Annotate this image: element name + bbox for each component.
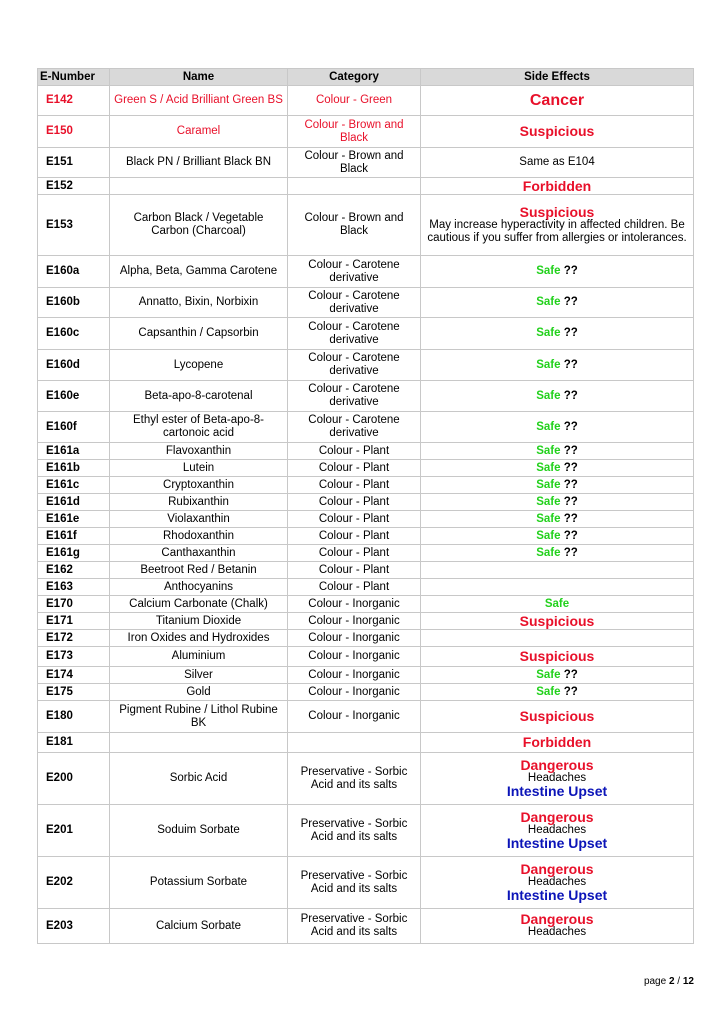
table-row	[38, 86, 694, 116]
cell-name: Black PN / Brilliant Black BN	[110, 148, 288, 178]
safe-label: Safe	[536, 685, 561, 698]
cell-category: Colour - Plant	[288, 545, 421, 562]
cell-enumber: E160f	[38, 412, 110, 443]
uncertain-mark: ??	[563, 512, 578, 525]
cell-name: Green S / Acid Brilliant Green BS	[110, 86, 288, 116]
side-effect-text: Forbidden	[522, 734, 592, 750]
cell-name: Caramel	[110, 116, 288, 148]
cell-side-effects	[421, 494, 694, 511]
uncertain-mark: ??	[563, 389, 578, 402]
cell-side-effects	[421, 116, 694, 148]
table-row	[38, 178, 694, 195]
page-prefix: page	[643, 976, 669, 987]
cell-enumber: E170	[38, 596, 110, 613]
cell-side-effects	[421, 857, 694, 909]
cell-category: Colour - Carotene derivative	[288, 318, 421, 350]
cell-name: Rubixanthin	[110, 494, 288, 511]
side-effect-text: Headaches	[527, 824, 587, 836]
cell-name: Soduim Sorbate	[110, 805, 288, 857]
cell-side-effects	[421, 86, 694, 116]
side-effect-text: Headaches	[527, 772, 587, 784]
cell-side-effects	[421, 511, 694, 528]
safe-label: Safe	[536, 668, 561, 681]
cell-category	[288, 178, 421, 195]
side-effect-text: Safe	[544, 597, 570, 610]
cell-category: Preservative - Sorbic Acid and its salts	[288, 909, 421, 944]
cell-name: Ethyl ester of Beta-apo-8-cartonoic acid	[110, 412, 288, 443]
cell-category: Colour - Carotene derivative	[288, 350, 421, 381]
side-effect-text: Suspicious	[519, 203, 595, 220]
table-row	[38, 684, 694, 701]
cell-enumber: E160e	[38, 381, 110, 412]
table-row	[38, 630, 694, 647]
cell-category: Colour - Plant	[288, 443, 421, 460]
cell-side-effects	[421, 613, 694, 630]
safe-label: Safe	[536, 546, 561, 559]
uncertain-mark: ??	[563, 461, 578, 474]
side-effect-text: Same as E104	[519, 156, 595, 168]
cell-enumber: E161c	[38, 477, 110, 494]
cell-name: Capsanthin / Capsorbin	[110, 318, 288, 350]
cell-name: Violaxanthin	[110, 511, 288, 528]
cell-name: Rhodoxanthin	[110, 528, 288, 545]
cell-enumber: E160d	[38, 350, 110, 381]
table-row	[38, 350, 694, 381]
safe-label: Safe	[536, 389, 561, 402]
cell-enumber: E180	[38, 701, 110, 733]
table-row	[38, 116, 694, 148]
side-effect-text: Headaches	[527, 926, 587, 938]
safe-label: Safe	[536, 529, 561, 542]
table-row	[38, 805, 694, 857]
side-effect-text: Intestine Upset	[506, 835, 608, 851]
cell-category: Colour - Inorganic	[288, 667, 421, 684]
cell-name: Calcium Carbonate (Chalk)	[110, 596, 288, 613]
side-effect-text: Suspicious	[519, 708, 595, 724]
cell-enumber: E163	[38, 579, 110, 596]
cell-side-effects	[421, 412, 694, 443]
cell-side-effects	[421, 460, 694, 477]
side-effect-text: Cancer	[529, 92, 585, 109]
table-row	[38, 647, 694, 667]
cell-enumber: E161b	[38, 460, 110, 477]
cell-name: Aluminium	[110, 647, 288, 667]
cell-category: Colour - Inorganic	[288, 613, 421, 630]
cell-name: Cryptoxanthin	[110, 477, 288, 494]
cell-name: Beetroot Red / Betanin	[110, 562, 288, 579]
cell-side-effects	[421, 701, 694, 733]
side-effect-text: Intestine Upset	[506, 783, 608, 799]
cell-enumber: E171	[38, 613, 110, 630]
cell-category: Colour - Plant	[288, 477, 421, 494]
cell-enumber: E175	[38, 684, 110, 701]
cell-enumber: E152	[38, 178, 110, 195]
cell-side-effects	[421, 579, 694, 596]
table-row	[38, 753, 694, 805]
safe-label: Safe	[536, 265, 561, 277]
table-row	[38, 443, 694, 460]
page-footer	[644, 976, 694, 987]
side-effect-text: May increase hyperactivity in affected children. Be cautious if you suffer from allergies or intolerances.	[427, 218, 687, 244]
cell-category: Colour - Plant	[288, 511, 421, 528]
cell-category: Colour - Plant	[288, 579, 421, 596]
side-effect-text: Dangerous	[520, 809, 594, 825]
table-row	[38, 909, 694, 944]
side-effect-text: Intestine Upset	[506, 887, 608, 903]
cell-side-effects	[421, 443, 694, 460]
table-row	[38, 148, 694, 178]
cell-side-effects	[421, 630, 694, 647]
header-category: Category	[288, 69, 421, 86]
cell-name: Titanium Dioxide	[110, 613, 288, 630]
cell-name: Pigment Rubine / Lithol Rubine BK	[110, 701, 288, 733]
cell-enumber: E181	[38, 733, 110, 753]
safe-label: Safe	[536, 512, 561, 525]
uncertain-mark: ??	[563, 495, 578, 508]
cell-category: Preservative - Sorbic Acid and its salts	[288, 805, 421, 857]
side-effect-text: Suspicious	[519, 123, 595, 139]
cell-side-effects	[421, 528, 694, 545]
cell-enumber: E160c	[38, 318, 110, 350]
table-row	[38, 288, 694, 318]
uncertain-mark: ??	[563, 296, 578, 308]
cell-category: Colour - Brown and Black	[288, 195, 421, 256]
cell-name: Gold	[110, 684, 288, 701]
cell-side-effects	[421, 288, 694, 318]
table-row	[38, 477, 694, 494]
cell-name: Calcium Sorbate	[110, 909, 288, 944]
cell-enumber: E173	[38, 647, 110, 667]
table-row	[38, 701, 694, 733]
uncertain-mark: ??	[563, 478, 578, 491]
table-body	[38, 86, 694, 944]
cell-side-effects	[421, 805, 694, 857]
cell-name: Beta-apo-8-carotenal	[110, 381, 288, 412]
cell-enumber: E162	[38, 562, 110, 579]
cell-category: Colour - Brown and Black	[288, 116, 421, 148]
table-row	[38, 613, 694, 630]
cell-category: Colour - Carotene derivative	[288, 256, 421, 288]
cell-enumber: E201	[38, 805, 110, 857]
table-row	[38, 256, 694, 288]
cell-category: Colour - Brown and Black	[288, 148, 421, 178]
page-total: 12	[682, 976, 694, 987]
cell-side-effects	[421, 545, 694, 562]
cell-enumber: E151	[38, 148, 110, 178]
uncertain-mark: ??	[563, 685, 578, 698]
cell-side-effects	[421, 318, 694, 350]
table-row	[38, 562, 694, 579]
safe-label: Safe	[536, 327, 561, 339]
table-row	[38, 545, 694, 562]
cell-name	[110, 733, 288, 753]
table-row	[38, 412, 694, 443]
safe-label: Safe	[536, 461, 561, 474]
side-effect-text: Headaches	[527, 876, 587, 888]
cell-enumber: E161a	[38, 443, 110, 460]
cell-side-effects	[421, 562, 694, 579]
cell-name: Lutein	[110, 460, 288, 477]
table-row	[38, 460, 694, 477]
cell-side-effects	[421, 350, 694, 381]
cell-name: Iron Oxides and Hydroxides	[110, 630, 288, 647]
cell-name: Alpha, Beta, Gamma Carotene	[110, 256, 288, 288]
side-effect-text: Dangerous	[520, 861, 594, 877]
cell-side-effects	[421, 733, 694, 753]
cell-category: Colour - Inorganic	[288, 596, 421, 613]
cell-name: Silver	[110, 667, 288, 684]
cell-category: Colour - Plant	[288, 460, 421, 477]
cell-name: Carbon Black / Vegetable Carbon (Charcoal)	[110, 195, 288, 256]
cell-category: Preservative - Sorbic Acid and its salts	[288, 753, 421, 805]
cell-enumber: E160a	[38, 256, 110, 288]
cell-name: Canthaxanthin	[110, 545, 288, 562]
cell-side-effects	[421, 647, 694, 667]
uncertain-mark: ??	[563, 668, 578, 681]
cell-category: Colour - Inorganic	[288, 647, 421, 667]
header-name: Name	[110, 69, 288, 86]
side-effect-text: Suspicious	[519, 648, 595, 664]
page-current: 2	[668, 976, 675, 987]
cell-side-effects	[421, 596, 694, 613]
cell-enumber: E153	[38, 195, 110, 256]
cell-enumber: E174	[38, 667, 110, 684]
additives-table	[37, 68, 694, 944]
cell-category: Colour - Plant	[288, 562, 421, 579]
cell-side-effects	[421, 684, 694, 701]
cell-enumber: E161d	[38, 494, 110, 511]
cell-category	[288, 733, 421, 753]
table-row	[38, 494, 694, 511]
side-effect-text: Dangerous	[520, 911, 594, 927]
cell-enumber: E200	[38, 753, 110, 805]
safe-label: Safe	[536, 420, 561, 433]
cell-category: Colour - Inorganic	[288, 701, 421, 733]
table-row	[38, 528, 694, 545]
header-side-effects: Side Effects	[421, 69, 694, 86]
safe-label: Safe	[536, 444, 561, 457]
side-effect-text: Forbidden	[522, 177, 592, 194]
cell-side-effects	[421, 909, 694, 944]
table-row	[38, 381, 694, 412]
cell-category: Colour - Inorganic	[288, 630, 421, 647]
cell-enumber: E160b	[38, 288, 110, 318]
table-header-row	[38, 69, 694, 86]
table-row	[38, 733, 694, 753]
cell-category: Colour - Plant	[288, 528, 421, 545]
table-row	[38, 318, 694, 350]
cell-name: Flavoxanthin	[110, 443, 288, 460]
safe-label: Safe	[536, 358, 561, 371]
table-row	[38, 596, 694, 613]
cell-category: Colour - Carotene derivative	[288, 381, 421, 412]
cell-category: Colour - Inorganic	[288, 684, 421, 701]
cell-enumber: E150	[38, 116, 110, 148]
header-enumber: E-Number	[38, 69, 110, 86]
cell-enumber: E161g	[38, 545, 110, 562]
cell-side-effects	[421, 477, 694, 494]
cell-name: Potassium Sorbate	[110, 857, 288, 909]
cell-side-effects	[421, 381, 694, 412]
additives-table-container	[37, 68, 693, 944]
cell-name	[110, 178, 288, 195]
uncertain-mark: ??	[563, 358, 578, 371]
cell-side-effects	[421, 667, 694, 684]
cell-category: Preservative - Sorbic Acid and its salts	[288, 857, 421, 909]
cell-category: Colour - Carotene derivative	[288, 412, 421, 443]
table-row	[38, 579, 694, 596]
cell-enumber: E161e	[38, 511, 110, 528]
cell-side-effects	[421, 195, 694, 256]
cell-enumber: E202	[38, 857, 110, 909]
safe-label: Safe	[536, 296, 561, 308]
uncertain-mark: ??	[563, 420, 578, 433]
cell-side-effects	[421, 753, 694, 805]
cell-name: Lycopene	[110, 350, 288, 381]
page-sep: /	[674, 976, 683, 987]
cell-side-effects	[421, 178, 694, 195]
cell-name: Sorbic Acid	[110, 753, 288, 805]
cell-enumber: E172	[38, 630, 110, 647]
cell-category: Colour - Green	[288, 86, 421, 116]
uncertain-mark: ??	[563, 529, 578, 542]
cell-category: Colour - Plant	[288, 494, 421, 511]
cell-enumber: E161f	[38, 528, 110, 545]
table-row	[38, 195, 694, 256]
table-row	[38, 667, 694, 684]
cell-enumber: E203	[38, 909, 110, 944]
cell-side-effects	[421, 148, 694, 178]
cell-enumber: E142	[38, 86, 110, 116]
cell-side-effects	[421, 256, 694, 288]
cell-name: Anthocyanins	[110, 579, 288, 596]
side-effect-text: Dangerous	[520, 757, 594, 773]
uncertain-mark: ??	[563, 546, 578, 559]
safe-label: Safe	[536, 495, 561, 508]
cell-name: Annatto, Bixin, Norbixin	[110, 288, 288, 318]
side-effect-text: Suspicious	[519, 612, 595, 629]
cell-category: Colour - Carotene derivative	[288, 288, 421, 318]
uncertain-mark: ??	[563, 327, 578, 339]
uncertain-mark: ??	[563, 444, 578, 457]
safe-label: Safe	[536, 478, 561, 491]
uncertain-mark: ??	[563, 265, 578, 277]
table-row	[38, 857, 694, 909]
table-row	[38, 511, 694, 528]
